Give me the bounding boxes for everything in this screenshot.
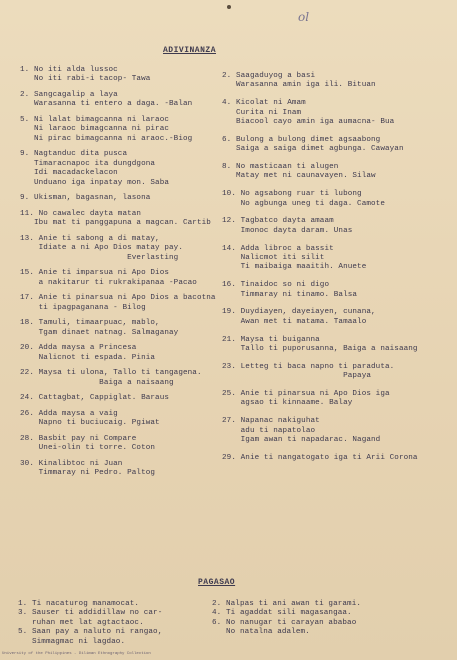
text-line: 6. No nanugar ti carayan ababao (212, 618, 357, 627)
text-line: Tallo ti puporusanna, Baiga a naisaang (222, 345, 418, 353)
text-line: 28. Basbit pay ni Compare (20, 434, 137, 443)
text-line: 9. Nagtanduc dita pusca (20, 150, 128, 159)
text-line: Timmaray ni Pedro. Paltog (20, 469, 156, 478)
text-line: 30. Kinalibtoc ni Juan (20, 459, 123, 468)
text-line: 12. Tagbatco dayta amaam (222, 217, 334, 226)
text-line: 23. Letteg ti baca napno ti paraduta. (222, 362, 395, 371)
text-line: 11. No cawalec dayta matan (20, 209, 142, 218)
text-line: 4. Ti agaddat sili magasangaa. (212, 609, 352, 618)
text-line: Warasanna amin iga ili. Bituan (222, 81, 376, 90)
text-line: 29. Anie ti nangatogato iga ti Arii Corona (222, 453, 418, 462)
text-line: Ibu mat ti panggapuna a magcan. Cartib (20, 219, 211, 228)
footer-note: University of the Philippines - Diliman Ethnography Collection (2, 652, 151, 656)
text-line: 20. Adda maysa a Princesa (20, 344, 137, 353)
text-line: 21. Maysa ti buiganna (222, 335, 320, 344)
text-line: Everlasting (20, 253, 179, 262)
text-line: 16. Tinaidoc so ni digo (222, 281, 330, 290)
handwritten-mark: ol (298, 10, 310, 24)
text-line: agsao ti kinnaame. Balay (222, 399, 353, 408)
text-line: Igam awan ti napadarac. Nagand (222, 436, 381, 444)
text-line: 2. Sangcagalip a laya (20, 91, 118, 99)
text-line: 26. Adda maysa a vaig (20, 409, 118, 418)
text-line: Simmagmac ni lagdao. (18, 637, 126, 646)
punch-hole (227, 5, 231, 9)
text-line: Biacool cayo amin iga aumacna- Bua (222, 118, 395, 126)
text-line: 15. Anie ti imparsua ni Apo Dios (20, 269, 170, 278)
text-line: Unei-olin ti torre. Coton (20, 444, 156, 453)
text-line: 25. Anie ti pinarsua ni Apo Dios iga (222, 390, 390, 398)
text-line: ti ipagpaganana - Bilog (20, 303, 146, 312)
text-line: Awan met ti matama. Tamaalo (222, 317, 367, 326)
text-line: 14. Adda libroc a bassit (222, 244, 334, 253)
text-line: Tgam dinaet natnag. Salmaganay (20, 328, 179, 337)
text-line: Unduano iga inpatay mon. Saba (20, 178, 170, 187)
text-line: 10. No agsabong ruar ti lubong (222, 190, 362, 199)
text-line: 5. Saan pay a naluto ni rangao, (18, 628, 163, 637)
text-line: 2. Nalpas ti ani awan ti garami. (212, 600, 362, 608)
text-line: a nakitarur ti rukrakipanaa -Pacao (20, 278, 197, 287)
text-line: No natalna adalem. (212, 628, 310, 637)
text-line: 3. Sauser ti addidillaw no car- (18, 609, 163, 618)
text-line: Ni laraoc bimagcanna ni pirac (20, 125, 170, 134)
text-line: Timmaray ni tinamo. Balsa (222, 290, 358, 299)
text-line: adu ti napatolao (222, 426, 316, 435)
text-line: 8. No masticaan ti alugen (222, 163, 339, 171)
text-line: Idiate a ni Apo Dios matay pay. (20, 244, 183, 253)
text-line: Papaya (222, 372, 372, 381)
text-line: ruhan met lat agtactaoc. (18, 618, 144, 627)
text-line: 2. Saagaduyog a basi (222, 72, 316, 80)
text-line: No iti rabi-i tacop- Tawa (20, 75, 151, 84)
text-line: Baiga a naisaang (20, 378, 174, 387)
text-line: Napno ti buciucaig. Pgiwat (20, 419, 160, 428)
text-line: 27. Napanac nakiguhat (222, 417, 320, 426)
text-line: Matay met ni caunavayen. Silaw (222, 172, 376, 181)
text-line: 1. No iti alda lussoc (20, 66, 118, 74)
text-line: Timaracnapoc ita dungdgona (20, 159, 156, 168)
text-line: No agbunga uneg ti daga. Camote (222, 199, 385, 208)
text-line: Ti maibaiga maaitih. Anuete (222, 263, 367, 272)
text-line: Idi macadackelacon (20, 169, 118, 178)
text-line: Ni pirac bimagcanna ni araoc.-Biog (20, 134, 193, 143)
section-title-pagasao: PAGASAO (198, 578, 236, 587)
page-title: ADIVINANZA (163, 46, 217, 55)
text-line: Warasanna ti entero a daga. -Balan (20, 100, 193, 109)
text-line: Nalicnot ti espada. Pinia (20, 353, 156, 362)
text-line: 24. Cattagbat, Cappiglat. Baraus (20, 394, 170, 403)
text-line: 1. Ti nacaturog manamocat. (18, 600, 140, 608)
text-line: 19. Duydiayen, dayeiayen, cunana, (222, 308, 376, 317)
text-line: Saiga a saiga dimet agbunga. Cawayan (222, 145, 404, 154)
text-line: 5. Ni lalat bimagcanna ni laraoc (20, 116, 170, 124)
text-line: 13. Anie ti sabong a di matay, (20, 234, 160, 243)
text-line: 18. Tamuli, timaarpuac, mablo, (20, 319, 160, 328)
text-line: 22. Maysa ti ulona, Tallo ti tangagena. (20, 369, 202, 378)
text-line: 4. Kicolat ni Amam (222, 99, 306, 108)
text-line: 17. Anie ti pinarsua ni Apo Dios a bacotna (20, 294, 216, 303)
text-line: Nalicmot iti silit (222, 254, 325, 262)
text-line: 9. Ukisman, bagasnan, lasona (20, 194, 151, 203)
text-line: Imonoc dayta daram. Unas (222, 226, 353, 235)
text-line: Curita ni Inam (222, 108, 302, 117)
text-line: 6. Bulong a bulong dimet agsaabong (222, 135, 381, 144)
